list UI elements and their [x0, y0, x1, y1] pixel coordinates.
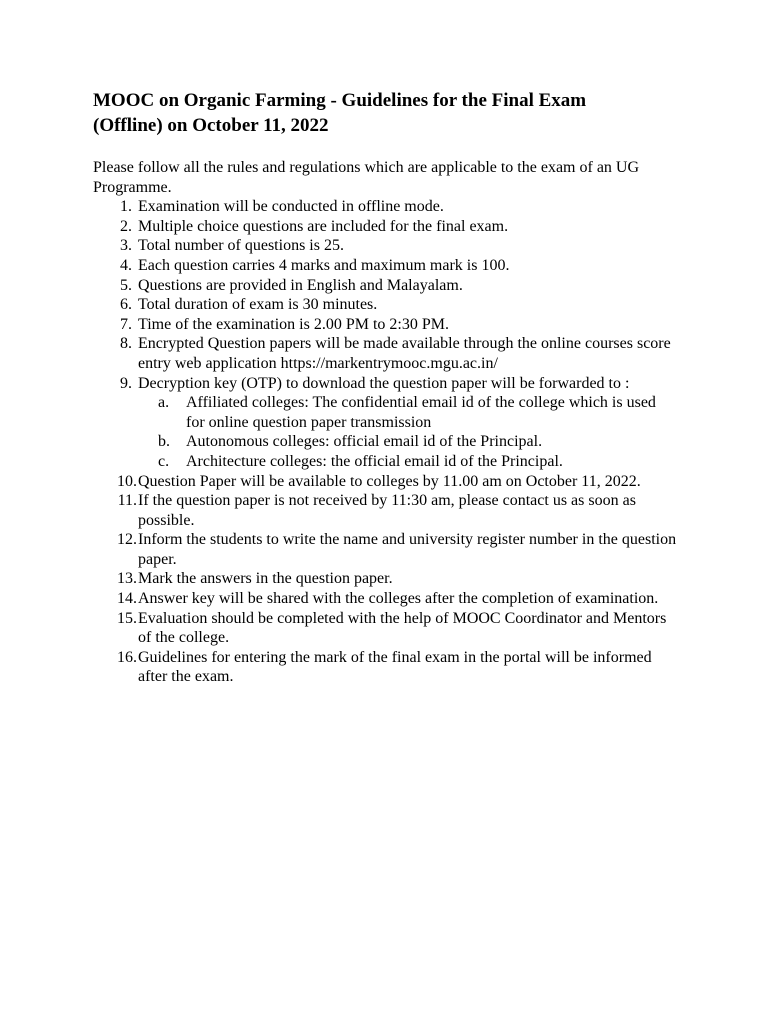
- sub-letter: c.: [158, 452, 170, 470]
- intro-paragraph: Please follow all the rules and regulations which are applicable to the exam of an UG Programme.: [93, 159, 640, 196]
- rules-list: [93, 197, 676, 687]
- rule-number: 12.: [117, 531, 137, 549]
- rule-number: 10.: [117, 472, 137, 490]
- rule-text: Question Paper will be available to colleges by 11.00 am on October 11, 2022.: [138, 472, 641, 490]
- rule-item: [93, 197, 678, 217]
- rule-number: 16.: [117, 648, 137, 666]
- rule-text: If the question paper is not received by 11:30 am, please contact us as soon as possible.: [138, 492, 636, 529]
- rule-text: Total duration of exam is 30 minutes.: [138, 296, 378, 314]
- rule-item: [93, 648, 678, 687]
- rule-text: Guidelines for entering the mark of the final exam in the portal will be informed after the exam.: [138, 648, 652, 686]
- rule-item: [93, 609, 678, 648]
- sub-item: [138, 432, 668, 452]
- rule-item: [93, 589, 678, 609]
- rule-item: [93, 334, 678, 373]
- rule-item: [93, 236, 678, 256]
- rule-item: [93, 217, 678, 237]
- sub-text: Affiliated colleges: The confidential email id of the college which is used for online question paper transmission: [186, 394, 656, 431]
- sub-item: [138, 452, 668, 472]
- rule-number: 6.: [120, 296, 132, 314]
- sub-text: Autonomous colleges: official email id of the Principal.: [186, 433, 543, 451]
- rule-item: [93, 295, 678, 315]
- rule-item: [93, 472, 678, 492]
- rule-number: 3.: [120, 237, 132, 255]
- rule-number: 5.: [120, 276, 132, 294]
- rule-number: 9.: [120, 374, 132, 392]
- rule-item: [93, 374, 678, 472]
- rule-number: 14.: [117, 590, 137, 608]
- sub-text: Architecture colleges: the official email id of the Principal.: [186, 452, 563, 470]
- rule-item: [93, 256, 678, 276]
- rule-text: Total number of questions is 25.: [138, 237, 344, 255]
- rule-item: [93, 315, 678, 335]
- rule-text: Answer key will be shared with the colleges after the completion of examination.: [138, 590, 659, 608]
- rule-text: Inform the students to write the name and university register number in the question paper.: [138, 531, 677, 568]
- sub-letter: b.: [158, 433, 170, 451]
- rule-text: Encrypted Question papers will be made available through the online courses score entry web application https://markentrymooc.mgu.ac.in/: [138, 335, 671, 372]
- rule-item: [93, 491, 678, 530]
- rule-number: 4.: [120, 256, 132, 274]
- rule-text: Multiple choice questions are included for the final exam.: [138, 217, 509, 235]
- rule-text: Decryption key (OTP) to download the question paper will be forwarded to :: [138, 374, 630, 392]
- sub-letter: a.: [158, 394, 170, 412]
- rule-text: Questions are provided in English and Malayalam.: [138, 276, 463, 294]
- rule-number: 1.: [120, 198, 132, 216]
- rule-text: Examination will be conducted in offline mode.: [138, 198, 444, 216]
- rule-text: Mark the answers in the question paper.: [138, 570, 393, 588]
- rule-text: Time of the examination is 2.00 PM to 2:30 PM.: [138, 315, 449, 333]
- sub-list: [138, 393, 678, 471]
- rule-number: 15.: [117, 609, 137, 627]
- rule-text: Each question carries 4 marks and maximum mark is 100.: [138, 256, 510, 274]
- sub-item: [138, 393, 668, 432]
- rule-number: 11.: [117, 492, 137, 510]
- rule-item: [93, 530, 678, 569]
- rule-number: 7.: [120, 315, 132, 333]
- document-title: MOOC on Organic Farming - Guidelines for the Final Exam (Offline) on October 11, 2022: [93, 90, 587, 136]
- rule-text: Evaluation should be completed with the help of MOOC Coordinator and Mentors of the college.: [138, 609, 667, 647]
- rule-number: 2.: [120, 217, 132, 235]
- rule-item: [93, 276, 678, 296]
- rule-number: 8.: [120, 335, 132, 353]
- rule-item: [93, 569, 678, 589]
- rule-number: 13.: [117, 570, 137, 588]
